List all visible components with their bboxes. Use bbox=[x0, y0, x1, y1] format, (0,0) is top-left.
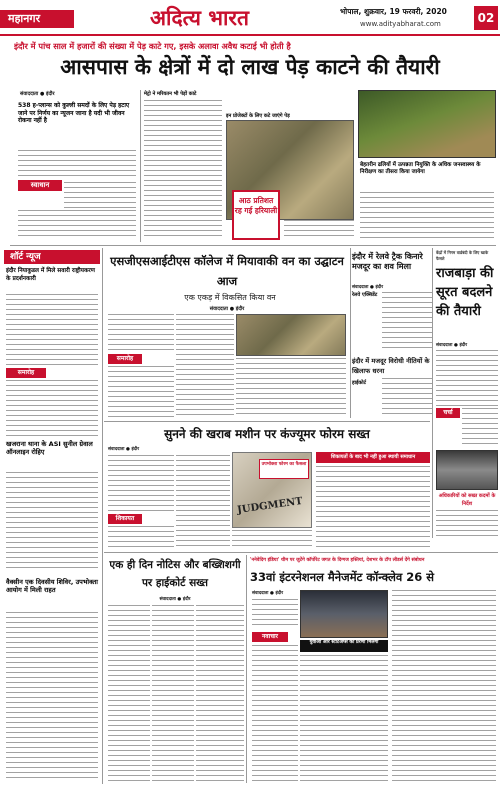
website: www.adityabharat.com bbox=[360, 20, 441, 28]
lead-body-col2 bbox=[144, 100, 222, 238]
right-label: चर्चा bbox=[436, 408, 460, 418]
train-body-1 bbox=[382, 292, 432, 352]
lead-mid-heading: इन प्रोजेक्टों के लिए कटे जाएंगे पेड़ bbox=[226, 113, 290, 119]
college-body-3 bbox=[176, 314, 234, 418]
section-tab: महानगर bbox=[0, 10, 74, 28]
lead-tree-photo bbox=[358, 90, 496, 158]
lead-kicker: इंदौर में पांच साल में हजारों की संख्या में पेड़ काटे गए, इसके अलावा अवैध कटाई भी होती है bbox=[14, 41, 291, 51]
right-kicker: केंद्रों में निगम वार्डबंदी के लिए खाके फैसले bbox=[436, 250, 489, 261]
right-byline: संवाददाता ● इंदौर bbox=[436, 343, 468, 348]
lead-body-col1 bbox=[18, 150, 136, 180]
right-body-1 bbox=[436, 350, 498, 406]
lead-quote-label: स्वाधान bbox=[18, 180, 62, 191]
conclave-body-3 bbox=[300, 655, 388, 783]
conclave-kicker: 'ननेवेदिग इंडिया' थीम पर जुटेंगे कॉर्पोरेट जगत के दिग्गज हस्तियां, देशभर के टॉप लीडर्स देंगे संबोधन bbox=[250, 558, 425, 563]
highcourt-byline: संवाददाता ● इंदौर bbox=[159, 597, 191, 602]
lead-bottom-rule bbox=[10, 245, 496, 246]
college-body-4 bbox=[236, 358, 346, 418]
mid-divider bbox=[350, 248, 351, 418]
train-side-label: रेलवे एक्सिडेंट bbox=[352, 292, 378, 298]
train-byline: संवाददाता ● इंदौर bbox=[352, 285, 384, 290]
consumer-red-strip: शिकायतों के बाद भी नहीं हुआ स्थायी समाधान bbox=[316, 452, 430, 463]
college-headline: एसजीएसआईटीएस कॉलेज में मियावाकी वन का उद्घाटन आज bbox=[110, 254, 344, 288]
consumer-label: शिकायत bbox=[108, 514, 142, 524]
brief-1-title: इंदौर नियाकुडल में मिले सवारी राष्ट्रीयकरण के प्रदर्शनकारी bbox=[6, 268, 95, 282]
consumer-top-rule bbox=[104, 421, 430, 422]
consumer-body-1 bbox=[108, 455, 174, 511]
right-headline: राजबाड़ा की सूरत बदलने की तैयारी bbox=[436, 266, 494, 319]
lead-headline: आसपास के क्षेत्रों में दो लाख पेड़ काटने की तैयारी bbox=[60, 55, 440, 79]
college-body-2 bbox=[108, 366, 174, 418]
brief-2-label: समारोह bbox=[6, 368, 46, 378]
consumer-byline: संवाददाता ● इंदौर bbox=[108, 447, 140, 452]
college-subhead: एक एकड़ में विकसित किया वन bbox=[184, 293, 276, 302]
lead-body-col1c bbox=[18, 210, 136, 240]
lead-body-col3 bbox=[284, 220, 354, 240]
conclave-byline: संवाददाता ● इंदौर bbox=[252, 591, 284, 596]
highcourt-body-3 bbox=[196, 605, 244, 783]
date-line: भोपाल, शुक्रवार, 19 फरवरी, 2020 bbox=[340, 7, 447, 16]
train-side-label-2: हाईकोर्ट bbox=[352, 380, 367, 386]
lead-right-intro: बेहतरीन ढलियों में उत्पन्नता नियुक्ति के अधिक जनस्वास्थ्य के निरीक्षण का तीसरा किया जायेगा bbox=[360, 162, 481, 175]
conclave-photo-caption: युवाओं और स्टार्टअप्स को प्रेरणा मिलेगी bbox=[300, 640, 388, 652]
train-subhead2: इंदौर में मजदूर विरोधी नीतियों के खिलाफ धरना bbox=[352, 357, 430, 375]
page-number: 02 bbox=[474, 6, 498, 30]
brief-3-title: खजराना थाना के ASI सुनील ग्रेवाल ऑनलाइन रोहिए bbox=[6, 440, 93, 456]
right-meeting-photo bbox=[436, 450, 498, 490]
consumer-body-3 bbox=[176, 455, 230, 550]
college-body-1 bbox=[108, 314, 174, 352]
lead-body-col4 bbox=[360, 192, 494, 242]
conclave-headline: 33वां इंटरनेशनल मैनेजमेंट कॉन्क्लेव 26 से bbox=[250, 570, 435, 584]
brief-3-body bbox=[6, 472, 98, 570]
brief-1-body bbox=[6, 294, 98, 366]
consumer-body-2 bbox=[108, 526, 174, 550]
consumer-headline: सुनने की खराब मशीन पर कंज्यूमर फोरम सख्त bbox=[164, 427, 370, 441]
train-body-2 bbox=[382, 378, 432, 418]
highcourt-body-2 bbox=[152, 605, 194, 783]
conclave-body-1 bbox=[252, 599, 298, 629]
consumer-photo-sign: उपभोक्ता फोरम का फैसला bbox=[259, 459, 309, 479]
college-byline: संवाददाता ● इंदौर bbox=[209, 306, 245, 312]
lead-divider-1 bbox=[140, 90, 141, 242]
lead-byline: संवाददाता ● इंदौर bbox=[20, 91, 55, 97]
left-col-divider bbox=[102, 248, 103, 784]
conclave-body-2 bbox=[252, 645, 298, 783]
lead-side-heading: मेट्रो ने मरियतन भी पेड़ों काटे bbox=[144, 91, 197, 97]
right-body-2 bbox=[462, 408, 498, 448]
right-body-3 bbox=[436, 510, 498, 538]
brief-4-title: वैक्सीन एक दिवसीय शिविर, उपभोक्ता आयोग में मिली राहत bbox=[6, 578, 98, 594]
college-label: समारोह bbox=[108, 354, 142, 364]
lead-body-col1b bbox=[64, 182, 136, 208]
consumer-body-4 bbox=[232, 530, 312, 550]
conclave-body-4 bbox=[392, 590, 496, 783]
short-news-band: शॉर्ट न्यूज bbox=[4, 250, 100, 264]
brief-2-body bbox=[6, 380, 98, 436]
masthead bbox=[0, 0, 500, 36]
highcourt-top-rule bbox=[104, 552, 498, 553]
brand-logo: अदित्य भारत bbox=[150, 5, 249, 30]
lead-stamp: आठ प्रतिशत रह गई हरियाली bbox=[232, 190, 280, 240]
consumer-body-5 bbox=[316, 466, 430, 550]
left-column bbox=[4, 248, 100, 784]
train-headline: इंदौर में रेलवे ट्रैक किनारे मजदूर का शव मिला bbox=[352, 252, 423, 271]
brief-4-body bbox=[6, 612, 98, 780]
highcourt-body-1 bbox=[108, 605, 150, 783]
consumer-photo-word: JUDGMENT bbox=[236, 495, 304, 516]
lead-intro: 538 ह-प्लान्स को कुल्ली समदों के लिए पेड़ हटाए जाने पर निर्णय का न्यूजन जाना है यदी भी जीवन रोकना नहीं है bbox=[18, 102, 130, 124]
right-col-divider bbox=[432, 248, 433, 538]
college-forest-photo bbox=[236, 314, 346, 356]
consumer-judgment-photo bbox=[232, 452, 312, 528]
conclave-photo bbox=[300, 590, 388, 638]
conclave-label: नवाचार bbox=[252, 632, 288, 642]
right-photo-caption: अधिकारियों को सख्त कदमों के निर्देश bbox=[438, 493, 496, 507]
highcourt-divider bbox=[246, 555, 247, 783]
highcourt-headline: एक ही दिन नोटिस और बख्शिशगी पर हाईकोर्ट सख्त bbox=[109, 559, 241, 589]
